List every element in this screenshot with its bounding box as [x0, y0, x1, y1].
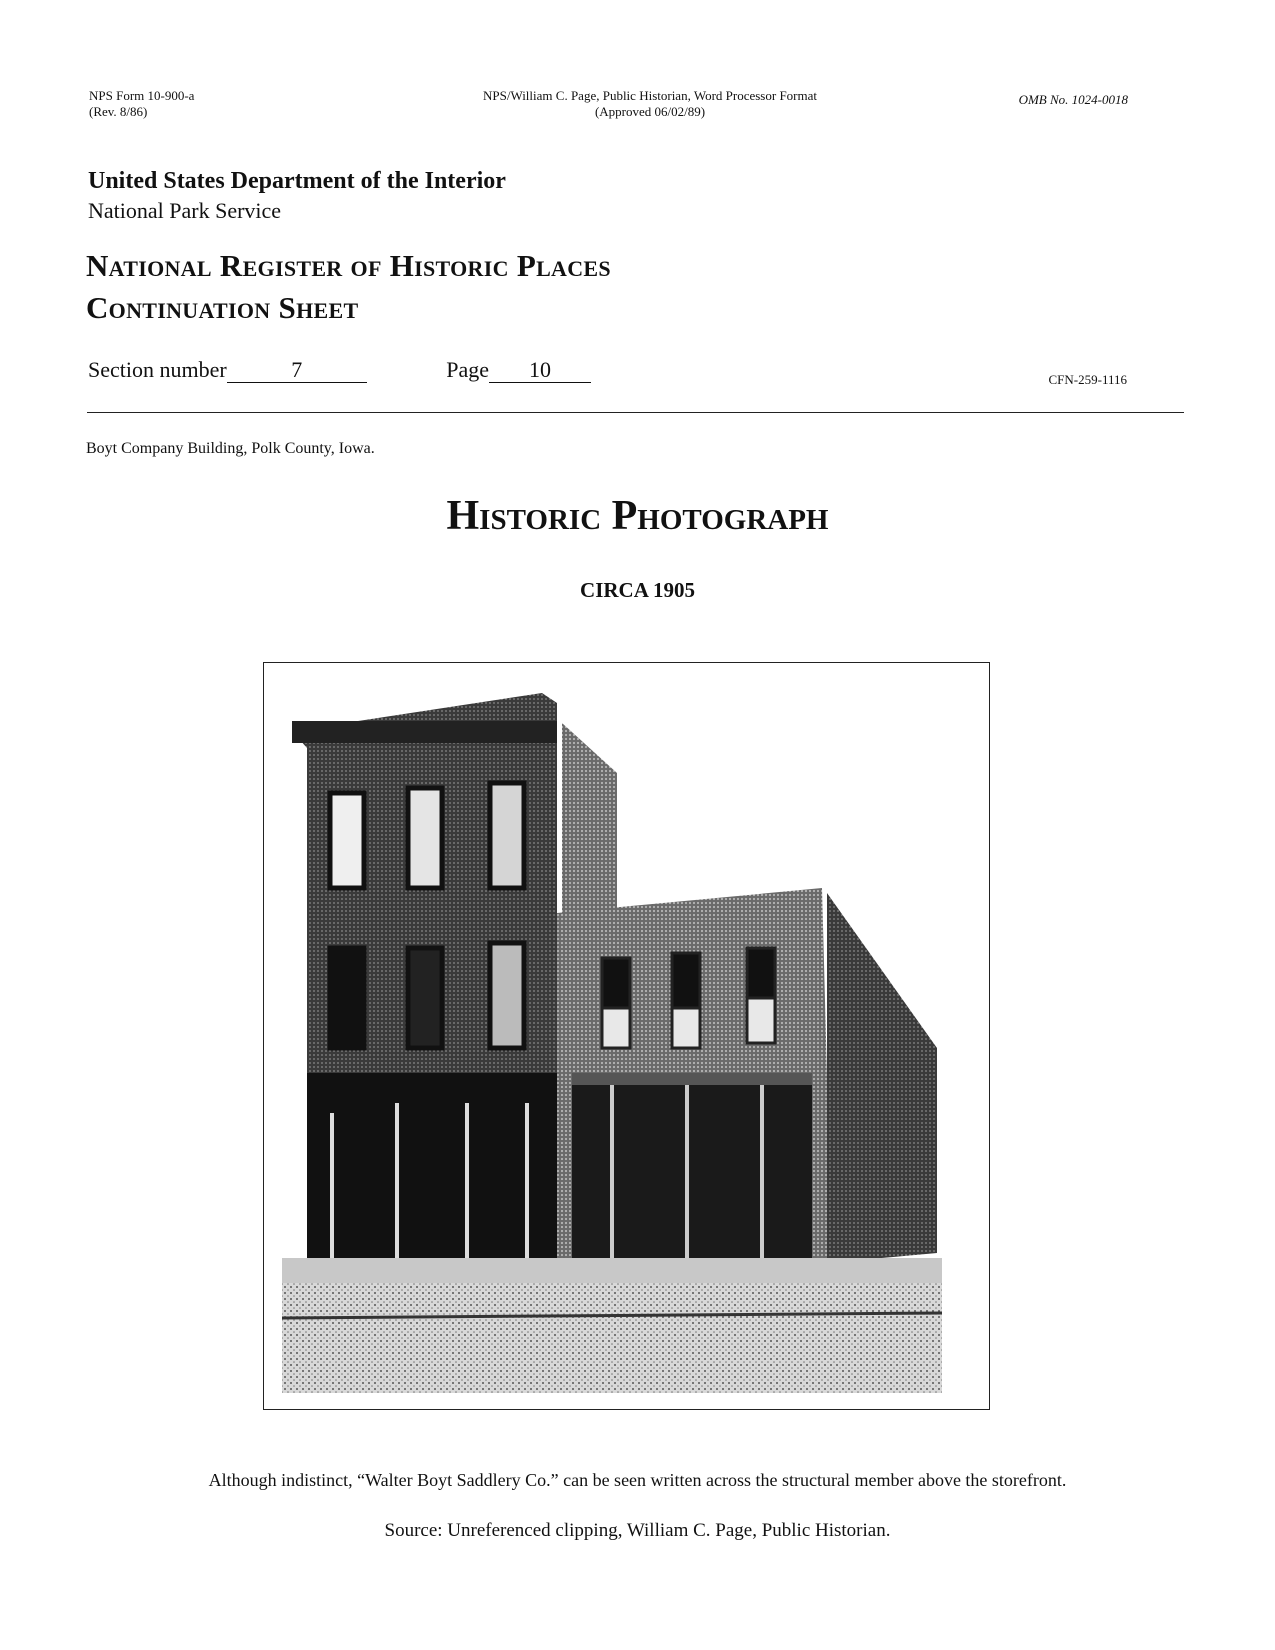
- form-revision-line: (Rev. 8/86): [89, 104, 148, 119]
- page-number-value: 10: [489, 358, 591, 383]
- building-photo-illustration: [272, 673, 979, 1395]
- photo-date: CIRCA 1905: [580, 578, 695, 602]
- cfn-code: CFN-259-1116: [1048, 372, 1127, 387]
- format-note: [420, 88, 880, 120]
- photo-caption: Although indistinct, “Walter Boyt Saddlery Co.” can be seen written across the structural member above the storefront.: [208, 1470, 1067, 1490]
- format-note-line2: (Approved 06/02/89): [594, 104, 706, 119]
- photo-heading: Historic Photograph: [446, 493, 829, 539]
- section-number-value: 7: [227, 358, 367, 383]
- divider: [87, 412, 1184, 413]
- continuation-sheet-title: Continuation Sheet: [86, 290, 359, 325]
- section-number-label: Section number: [88, 357, 227, 382]
- property-name: Boyt Company Building, Polk County, Iowa.: [86, 440, 375, 457]
- page-label: Page: [446, 357, 489, 382]
- service-name: National Park Service: [88, 198, 282, 223]
- form-number: [89, 88, 194, 120]
- register-title: National Register of Historic Places: [86, 248, 611, 283]
- form-number-line: NPS Form 10-900-a: [89, 88, 195, 103]
- historic-photograph: [263, 662, 990, 1410]
- section-row: [88, 357, 591, 383]
- format-note-line1: NPS/William C. Page, Public Historian, Word Processor Format: [482, 88, 817, 103]
- photo-source: Source: Unreferenced clipping, William C. Page, Public Historian.: [384, 1520, 891, 1541]
- omb-number: OMB No. 1024-0018: [1018, 92, 1128, 107]
- department-name: United States Department of the Interior: [88, 168, 506, 194]
